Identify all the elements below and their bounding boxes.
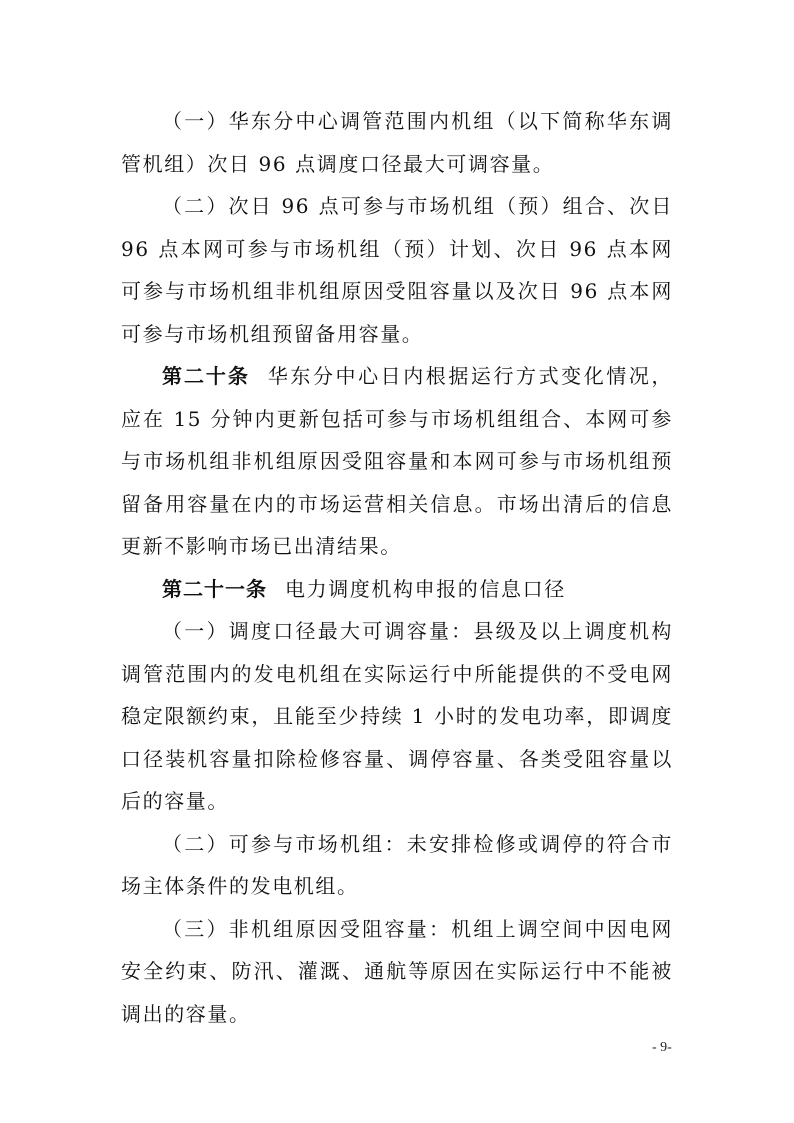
article-21 [121, 568, 673, 611]
paragraph-6-text: （二）可参与市场机组：未安排检修或调停的符合市场主体条件的发电机组。 [121, 831, 673, 898]
article-20-text: 华东分中心日内根据运行方式变化情况，应在 15 分钟内更新包括可参与市场机组组合、本网可参与市场机组非机组原因受阻容量和本网可参与市场机组预留备用容量在内的市场运营相关信息。市场出清后的信息更新不影响市场已出清结果。 [121, 364, 674, 558]
article-21-heading: 第二十一条 [162, 576, 267, 601]
article-21-text: 电力调度机构申报的信息口径 [285, 576, 566, 601]
paragraph-7-text: （三）非机组原因受阻容量：机组上调空间中因电网安全约束、防汛、灌溉、通航等原因在实际运行中不能被调出的容量。 [121, 916, 673, 1026]
article-20-heading: 第二十条 [162, 364, 250, 388]
article-20 [121, 355, 673, 568]
page-number: - 9- [652, 1040, 672, 1055]
paragraph-1 [121, 100, 673, 185]
paragraph-2 [121, 185, 673, 355]
paragraph-6 [121, 823, 673, 908]
paragraph-5-text: （一）调度口径最大可调容量：县级及以上调度机构调管范围内的发电机组在实际运行中所能提供的不受电网稳定限额约束，且能至少持续 1 小时的发电功率，即调度口径装机容量扣除检修容量、调停容量、各类受阻容量以后的容量。 [121, 619, 673, 813]
paragraph-1-text: （一）华东分中心调管范围内机组（以下简称华东调管机组）次日 96 点调度口径最大可调容量。 [121, 109, 673, 176]
paragraph-2-text: （二）次日 96 点可参与市场机组（预）组合、次日 96 点本网可参与市场机组（预）计划、次日 96 点本网可参与市场机组非机组原因受阻容量以及次日 96 点本网可参与市场机组预留备用容量。 [121, 194, 673, 346]
document-body [121, 100, 673, 1035]
paragraph-5 [121, 610, 673, 823]
paragraph-7 [121, 908, 673, 1036]
